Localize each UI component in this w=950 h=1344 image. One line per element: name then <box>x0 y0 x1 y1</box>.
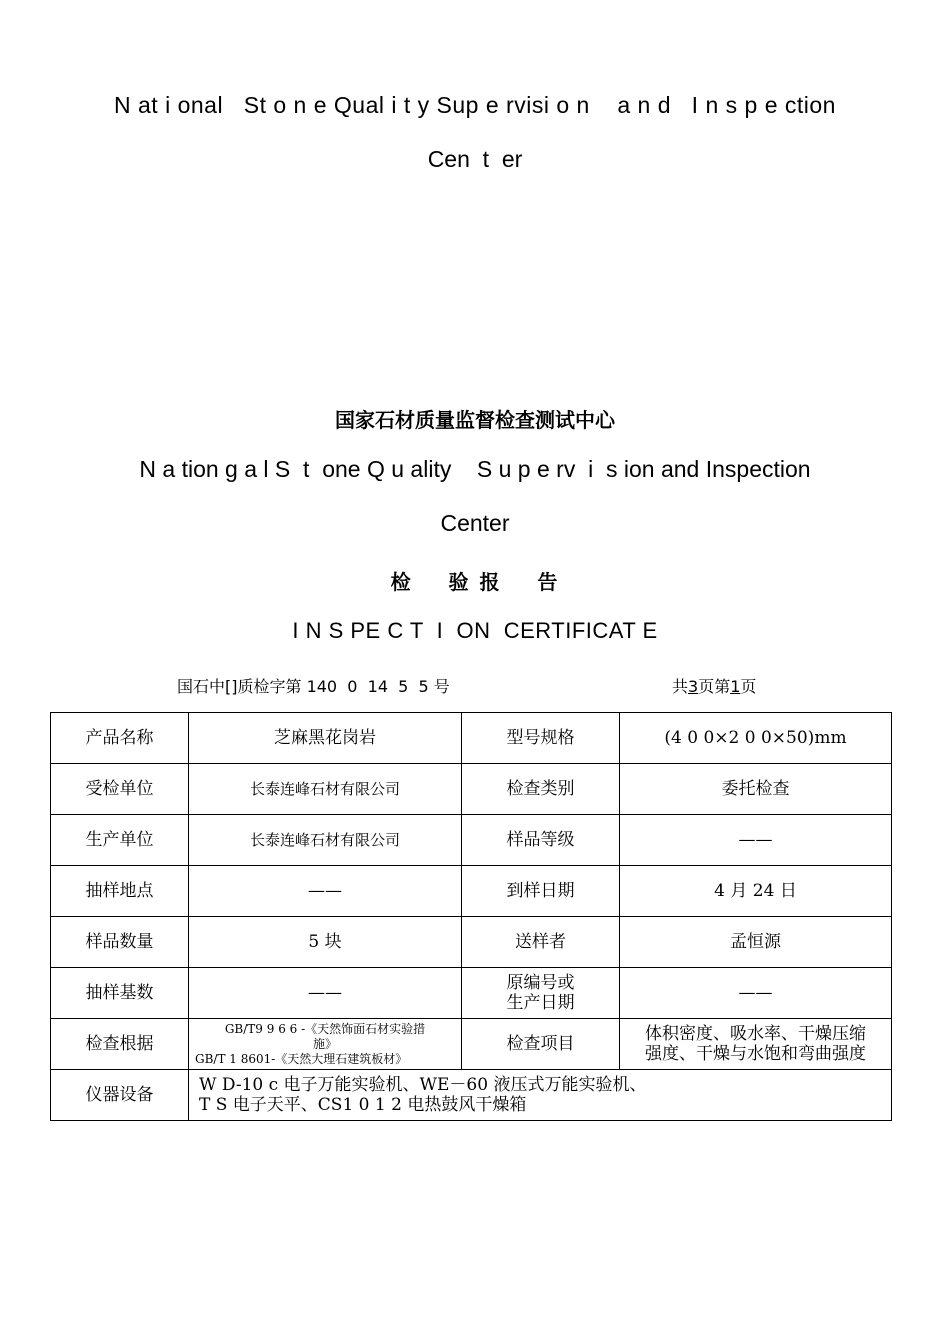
original-number-value: —— <box>620 968 892 1019</box>
grade-label: 样品等级 <box>462 815 620 866</box>
table-row <box>51 1019 892 1070</box>
page-count <box>672 674 756 697</box>
basis-label: 检查根据 <box>51 1019 189 1070</box>
basis-line-1: GB/T9 9 6 6 -《天然饰面石材实验措 <box>224 1021 426 1036</box>
table-row <box>51 764 892 815</box>
page-mid: 页第 <box>698 677 731 696</box>
inspection-type-label: 检查类别 <box>462 764 620 815</box>
table-row <box>51 713 892 764</box>
inspection-table <box>50 712 892 1121</box>
items-line-2: 强度、干燥与水饱和弯曲强度 <box>645 1044 866 1064</box>
table-row <box>51 968 892 1019</box>
client-value: 长泰连峰石材有限公司 <box>189 764 462 815</box>
items-label: 检查项目 <box>462 1019 620 1070</box>
table-row <box>51 815 892 866</box>
sampling-base-value: —— <box>189 968 462 1019</box>
page-current: 1 <box>730 677 741 696</box>
equipment-line-1: W D-10 c 电子万能实验机、WE－60 液压式万能实验机、 <box>199 1074 647 1095</box>
manufacturer-value: 长泰连峰石材有限公司 <box>189 815 462 866</box>
model-label: 型号规格 <box>462 713 620 764</box>
sampling-base-label: 抽样基数 <box>51 968 189 1019</box>
sample-qty-label: 样品数量 <box>51 917 189 968</box>
title-chinese: 国家石材质量监督检查测试中心 <box>335 408 615 432</box>
table-row <box>51 866 892 917</box>
original-number-label <box>462 968 620 1019</box>
report-title-chinese: 检 验 报 告 <box>390 570 560 594</box>
product-name-value: 芝麻黑花岗岩 <box>189 713 462 764</box>
original-number-label-line-2: 生产日期 <box>506 993 575 1013</box>
original-number-label-line-1: 原编号或 <box>506 972 575 993</box>
sample-qty-value: 5 块 <box>189 917 462 968</box>
equipment-label: 仪器设备 <box>51 1070 189 1121</box>
model-value: (4 0 0×2 0 0×50)mm <box>620 713 892 764</box>
reference-number: 国石中[]质检字第 140 0 14 5 5 号 <box>177 677 450 696</box>
header-line-2: Cen t er <box>427 146 523 172</box>
table-row <box>51 1070 892 1121</box>
page-prefix: 共 <box>672 677 689 696</box>
inspection-type-value: 委托检查 <box>620 764 892 815</box>
title-english-line-1: N a tion g a l S t one Q u ality S u p e rv i s ion and Inspection <box>139 456 811 482</box>
page-suffix: 页 <box>740 677 757 696</box>
arrival-date-value: 4 月 24 日 <box>620 866 892 917</box>
equipment-value <box>189 1070 892 1121</box>
report-title-english: I N S PE C T I ON CERTIFICAT E <box>292 618 658 643</box>
sampling-place-value: —— <box>189 866 462 917</box>
client-label: 受检单位 <box>51 764 189 815</box>
table-row <box>51 917 892 968</box>
sender-value: 孟恒源 <box>620 917 892 968</box>
title-english-line-2: Center <box>440 510 510 536</box>
basis-line-2: 施》 <box>312 1036 337 1051</box>
manufacturer-label: 生产单位 <box>51 815 189 866</box>
equipment-line-2: T S 电子天平、CS1 0 1 2 电热鼓风干燥箱 <box>199 1095 527 1115</box>
items-line-1: 体积密度、吸水率、干燥压缩 <box>645 1023 866 1044</box>
grade-value: —— <box>620 815 892 866</box>
items-value <box>620 1019 892 1070</box>
header-line-1: N at i onal St o n e Qual i t y Sup e rvisi o n a n d I n s p e ction <box>114 92 836 118</box>
sampling-place-label: 抽样地点 <box>51 866 189 917</box>
basis-line-3: GB/T 1 8601-《天然大理石建筑板材》 <box>195 1051 408 1066</box>
basis-value <box>189 1019 462 1070</box>
sender-label: 送样者 <box>462 917 620 968</box>
product-name-label: 产品名称 <box>51 713 189 764</box>
page-total: 3 <box>688 677 699 696</box>
arrival-date-label: 到样日期 <box>462 866 620 917</box>
